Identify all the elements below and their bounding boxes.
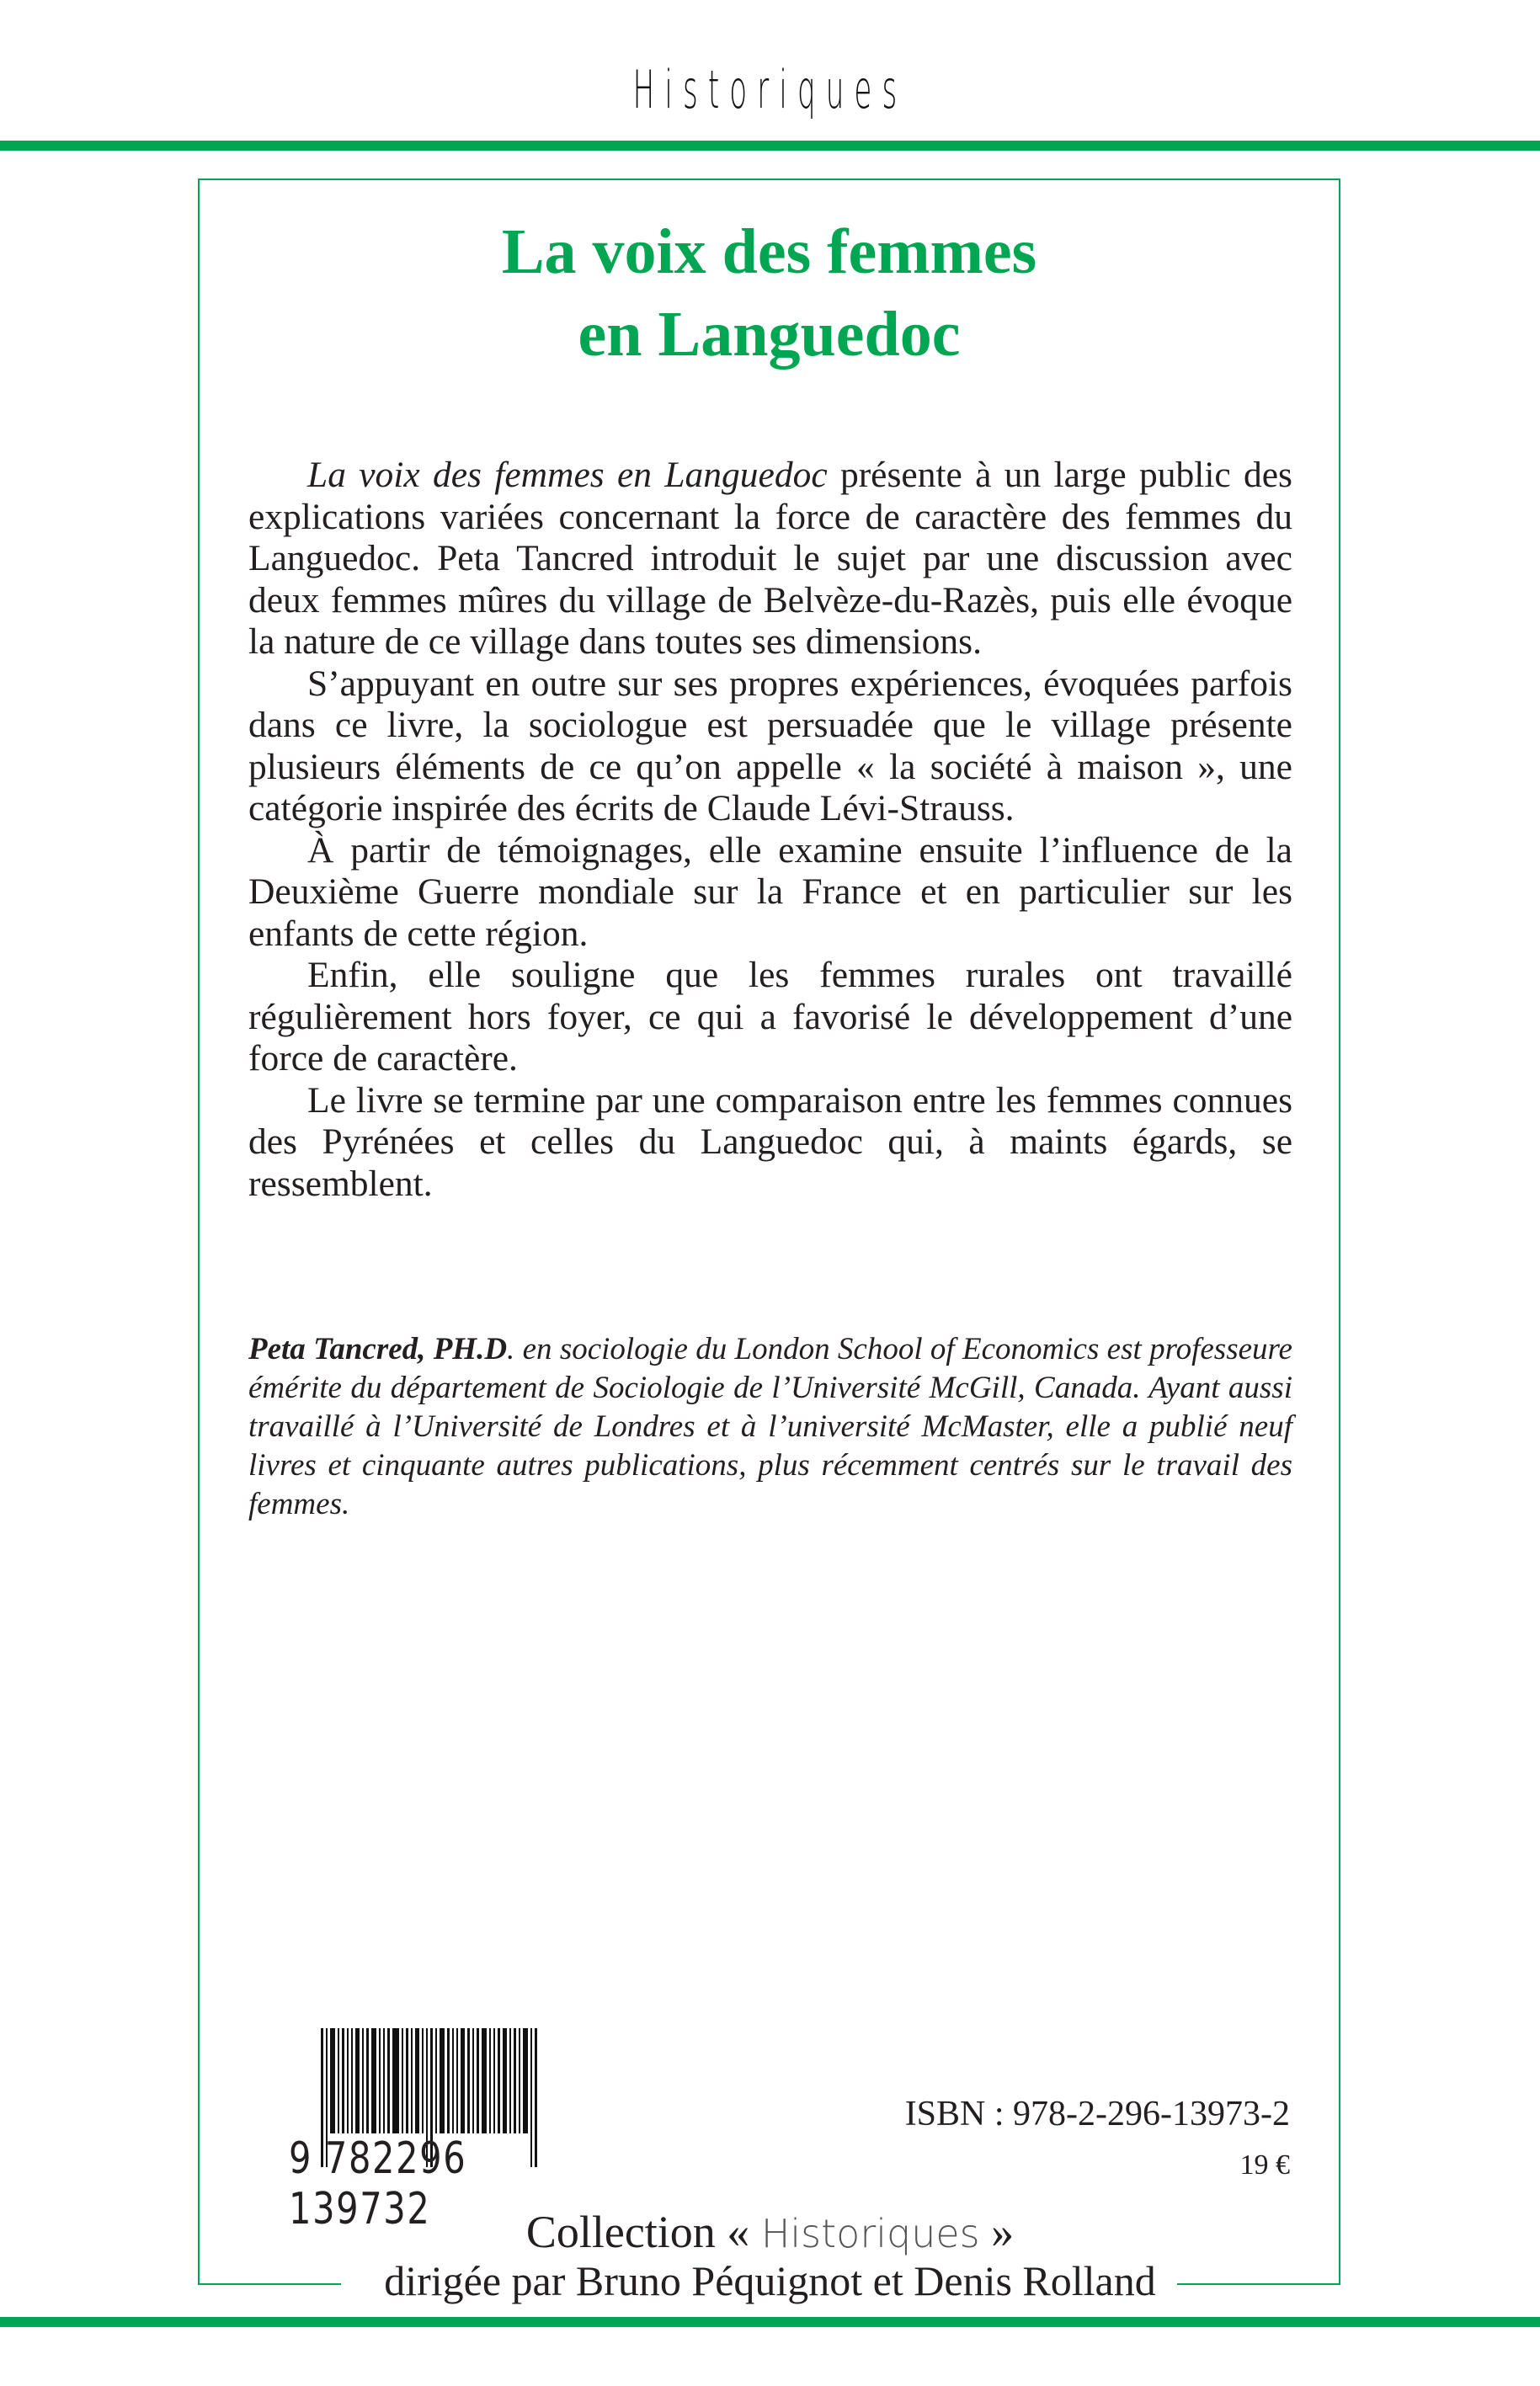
barcode-bar	[509, 2028, 511, 2133]
book-title	[198, 210, 1340, 375]
collection-line	[0, 2206, 1540, 2258]
barcode-bar	[489, 2028, 491, 2133]
author-bio	[248, 1330, 1292, 1524]
barcode-bar	[402, 2028, 403, 2133]
barcode-bar	[456, 2028, 458, 2133]
book-title-italic: La voix des femmes en Languedoc	[307, 455, 828, 495]
barcode-bar	[355, 2028, 360, 2133]
barcode-bar	[379, 2028, 381, 2133]
title-line-1: La voix des femmes	[501, 216, 1037, 287]
barcode-bar	[435, 2028, 437, 2133]
barcode-bar	[422, 2028, 424, 2133]
barcode-bar	[472, 2028, 474, 2133]
barcode-bar	[482, 2028, 487, 2133]
series-name: Historiques	[632, 59, 908, 120]
barcode	[289, 2028, 634, 2234]
barcode-digits: 9 782296 139732	[289, 2133, 467, 2234]
title-line-2: en Languedoc	[578, 299, 961, 370]
barcode-bar	[514, 2028, 516, 2133]
barcode-bar	[342, 2028, 344, 2133]
price: 19 €	[1239, 2149, 1290, 2181]
barcode-bar	[366, 2028, 369, 2133]
barcode-bar	[447, 2028, 450, 2133]
paragraph-text: présente à un large public des explications variées concernant la force de caractère des femmes du Languedoc. Peta Tancred introduit le sujet par une discussion avec deux femmes mûres du village de Belvèze-du-Razès, puis elle évoque la nature de ce village dans toutes ses dimensions.	[248, 455, 1292, 662]
barcode-bars	[321, 2028, 632, 2146]
barcode-bar	[440, 2028, 445, 2133]
barcode-bar	[477, 2028, 479, 2133]
bio-text: . en sociologie du London School of Economics est professeure émérite du département de Sociologie de l’Université McGill, Canada. Ayant aussi travaillé à l’Université de Londres et à l’université McMaster, elle a publié neuf livres et cinquante autres publications, plus récemment centrés sur le travail des femmes.	[248, 1332, 1292, 1521]
barcode-bar	[415, 2028, 419, 2133]
barcode-bar	[503, 2028, 507, 2133]
barcode-bar	[411, 2028, 413, 2133]
barcode-bar	[383, 2028, 385, 2133]
summary-paragraph: Le livre se termine par une comparaison entre les femmes connues des Pyrénées et celles du Languedoc qui, à maints égards, se ressemblent.	[248, 1079, 1292, 1204]
summary-paragraph: Enfin, elle souligne que les femmes rurales ont travaillé régulièrement hors foyer, ce qui a favorisé le développement d’une force de caractère.	[248, 955, 1292, 1078]
collection-directors: dirigée par Bruno Péquignot et Denis Rolland	[384, 2257, 1156, 2304]
barcode-bar	[371, 2028, 376, 2133]
top-green-rule	[0, 141, 1540, 151]
summary-paragraph: À partir de témoignages, elle examine ensuite l’influence de la Deuxième Guerre mondiale sur la France et en particulier sur les enfants de cette région.	[248, 829, 1292, 954]
barcode-bar	[452, 2028, 454, 2133]
barcode-bar	[347, 2028, 349, 2133]
barcode-bar	[351, 2028, 353, 2133]
barcode-bar	[461, 2028, 465, 2133]
barcode-bar	[493, 2028, 495, 2133]
collection-prefix: Collection «	[525, 2207, 761, 2257]
barcode-bar	[523, 2028, 528, 2133]
barcode-bar	[362, 2028, 364, 2133]
author-name: Peta Tancred, PH.D	[248, 1332, 508, 1366]
barcode-bar	[406, 2028, 408, 2133]
barcode-bar	[498, 2028, 500, 2133]
collection-suffix: »	[979, 2207, 1015, 2257]
barcode-bar	[330, 2028, 335, 2133]
isbn: ISBN : 978-2-296-13973-2	[904, 2095, 1290, 2133]
barcode-bar	[392, 2028, 399, 2133]
summary-paragraph	[248, 455, 1292, 663]
barcode-bar	[519, 2028, 520, 2133]
barcode-bar	[467, 2028, 470, 2133]
collection-name: Historiques	[760, 2211, 980, 2256]
summary	[248, 455, 1292, 1205]
bottom-green-rule	[0, 2317, 1540, 2327]
barcode-bar	[338, 2028, 339, 2133]
barcode-bar	[387, 2028, 390, 2133]
summary-paragraph: S’appuyant en outre sur ses propres expériences, évoquées parfois dans ce livre, la sociologue est persuadée que le village présente plusieurs éléments de ce qu’on appelle « la société à maison », une catégorie inspirée des écrits de Claude Lévi-Strauss.	[248, 663, 1292, 828]
